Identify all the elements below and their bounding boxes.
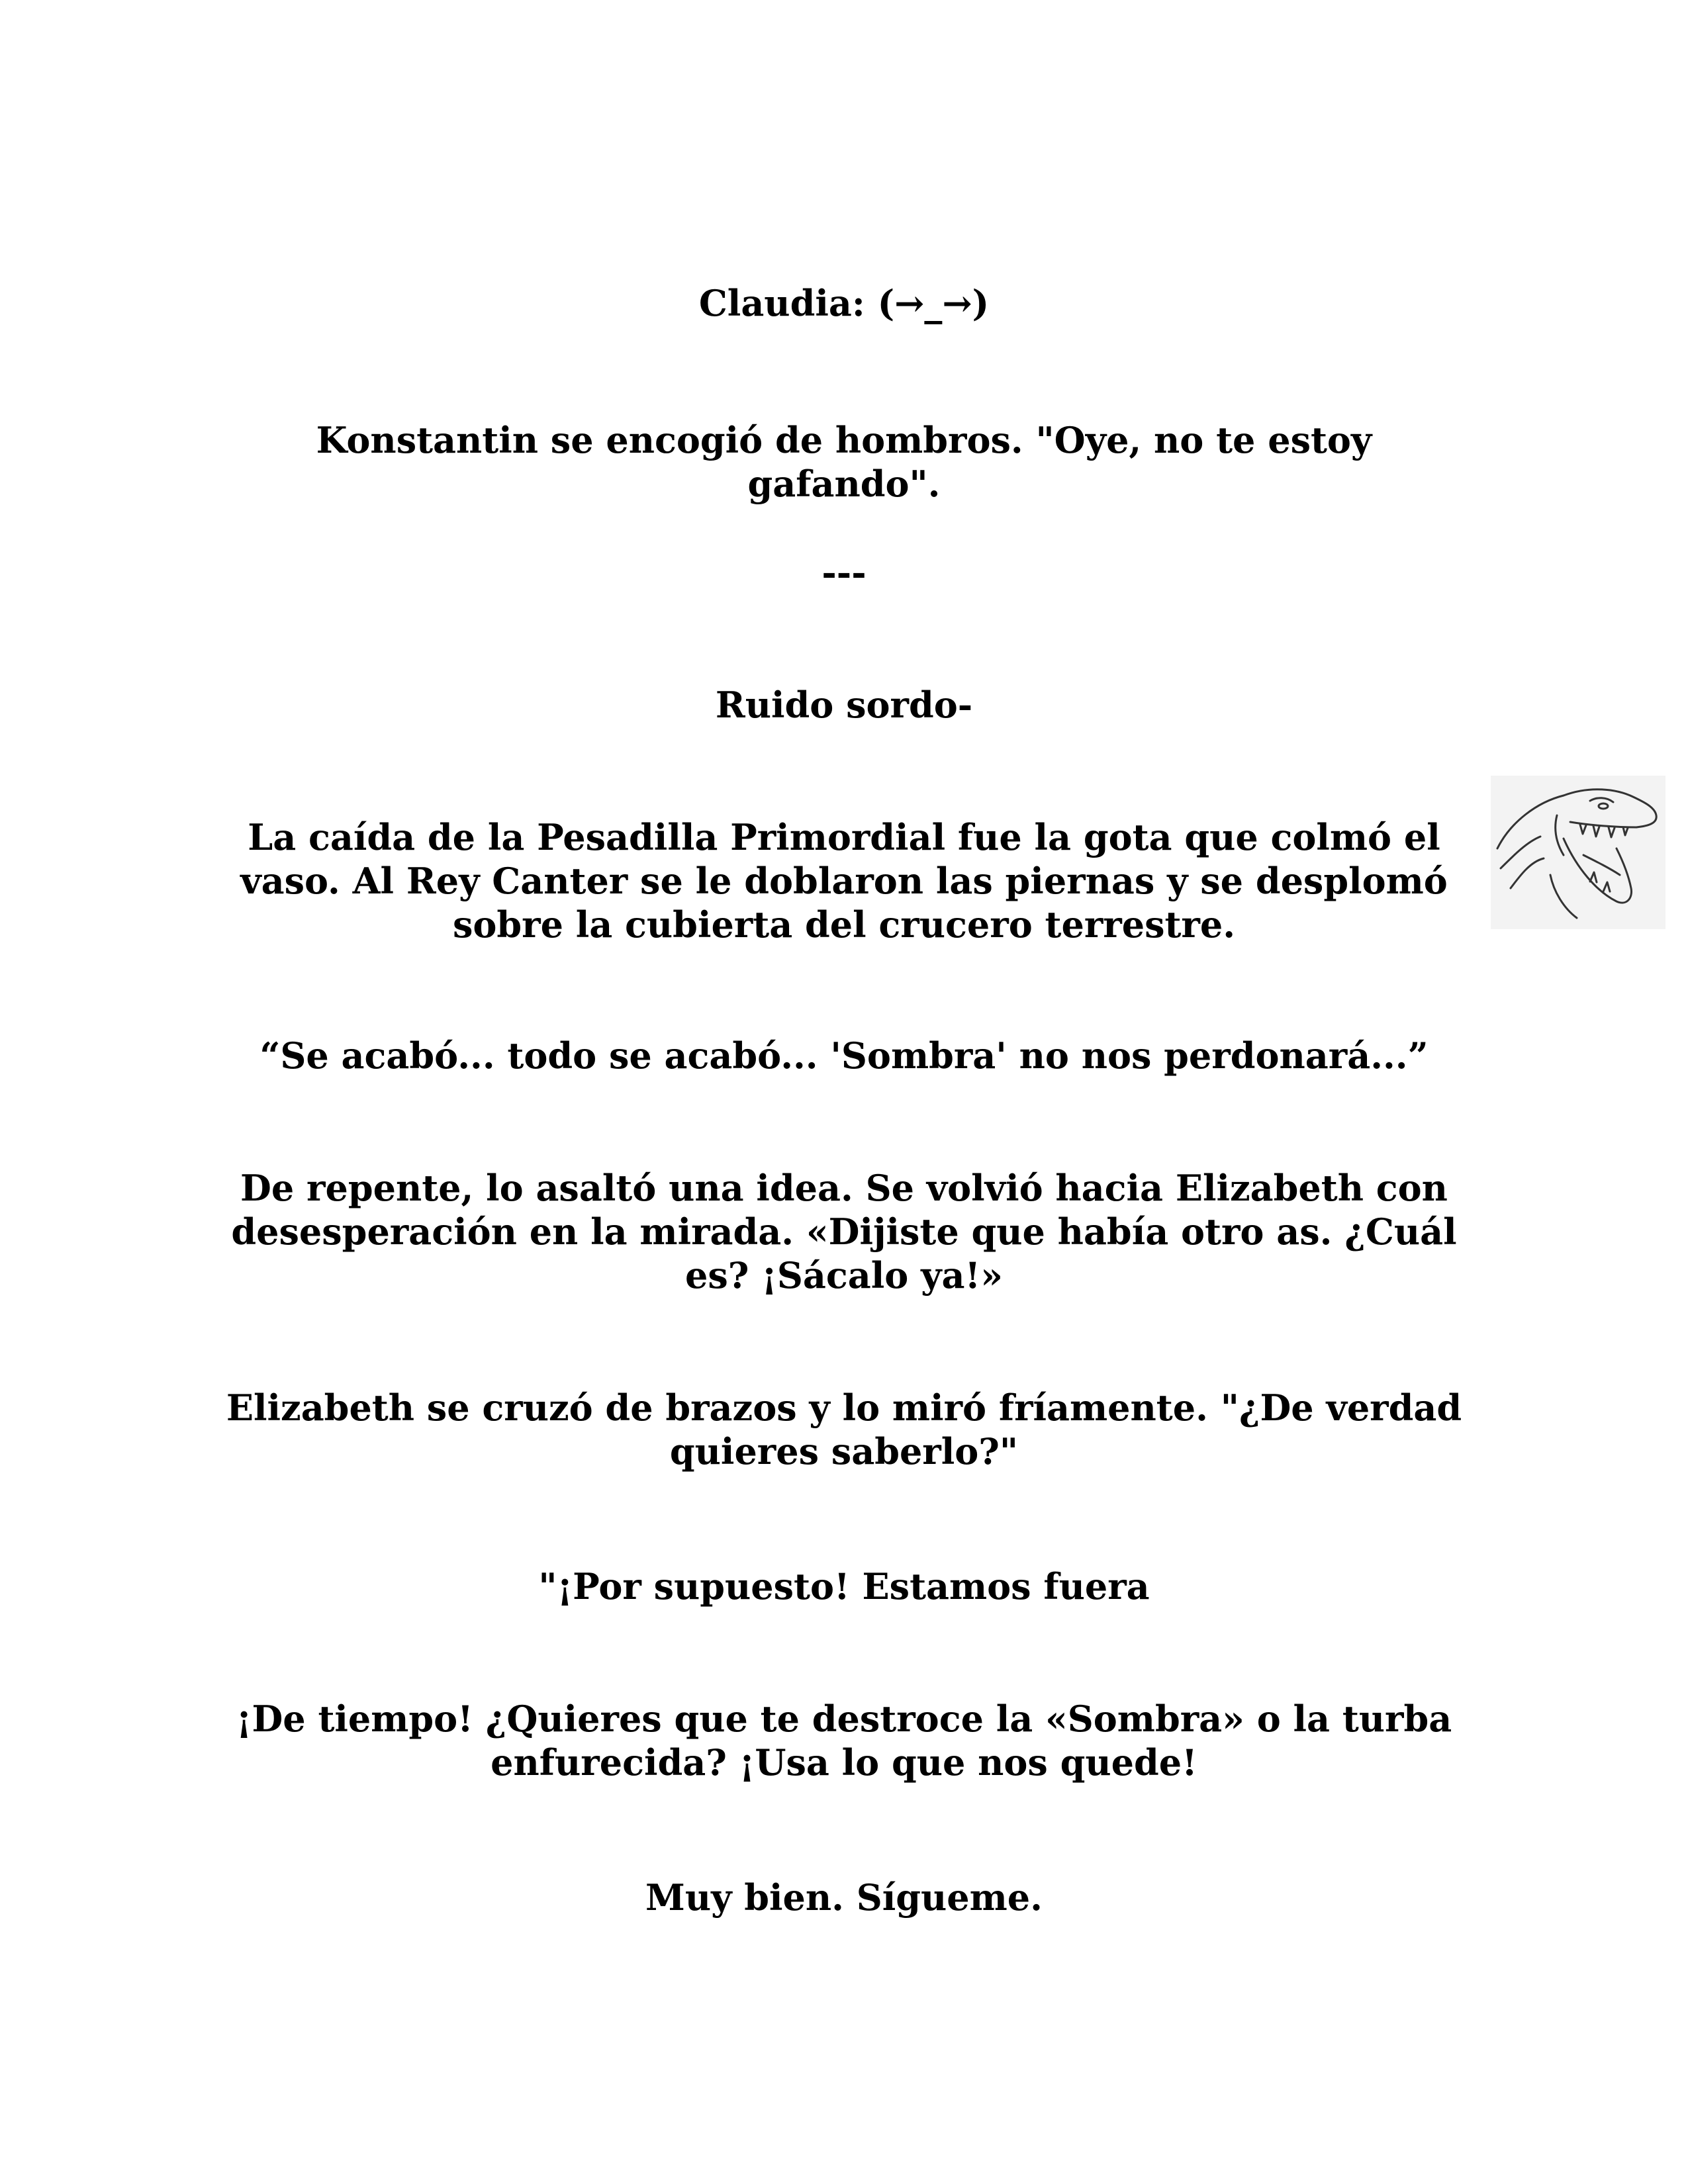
paragraph-se-acabo: “Se acabó... todo se acabó... 'Sombra' no nos perdonará...” xyxy=(259,1034,1429,1077)
scene-separator: --- xyxy=(821,551,867,594)
paragraph-por-supuesto: "¡Por supuesto! Estamos fuera xyxy=(538,1565,1150,1608)
paragraph-de-repente: De repente, lo asaltó una idea. Se volvió hacia Elizabeth con desesperación en la mirada. «Dijiste que había otro as. ¿Cuál es? ¡Sácalo ya!» xyxy=(231,1167,1457,1297)
paragraph-muy-bien: Muy bien. Sígueme. xyxy=(645,1876,1043,1919)
paragraph-de-tiempo: ¡De tiempo! ¿Quieres que te destroce la «Sombra» o la turba enfurecida? ¡Usa lo que nos quede! xyxy=(236,1698,1452,1784)
dinosaur-head-icon xyxy=(1491,776,1665,929)
paragraph-ruido-sordo: Ruido sordo- xyxy=(715,684,973,726)
paragraph-claudia: Claudia: (→_→) xyxy=(698,282,990,324)
paragraph-pesadilla-primordial: La caída de la Pesadilla Primordial fue la gota que colmó el vaso. Al Rey Canter se le doblaron las piernas y se desplomó sobre la cubierta del crucero terrestre. xyxy=(240,816,1448,946)
paragraph-konstantin: Konstantin se encogió de hombros. "Oye, no te estoy gafando". xyxy=(316,419,1372,505)
paragraph-elizabeth: Elizabeth se cruzó de brazos y lo miró fríamente. "¿De verdad quieres saberlo?" xyxy=(226,1387,1462,1473)
